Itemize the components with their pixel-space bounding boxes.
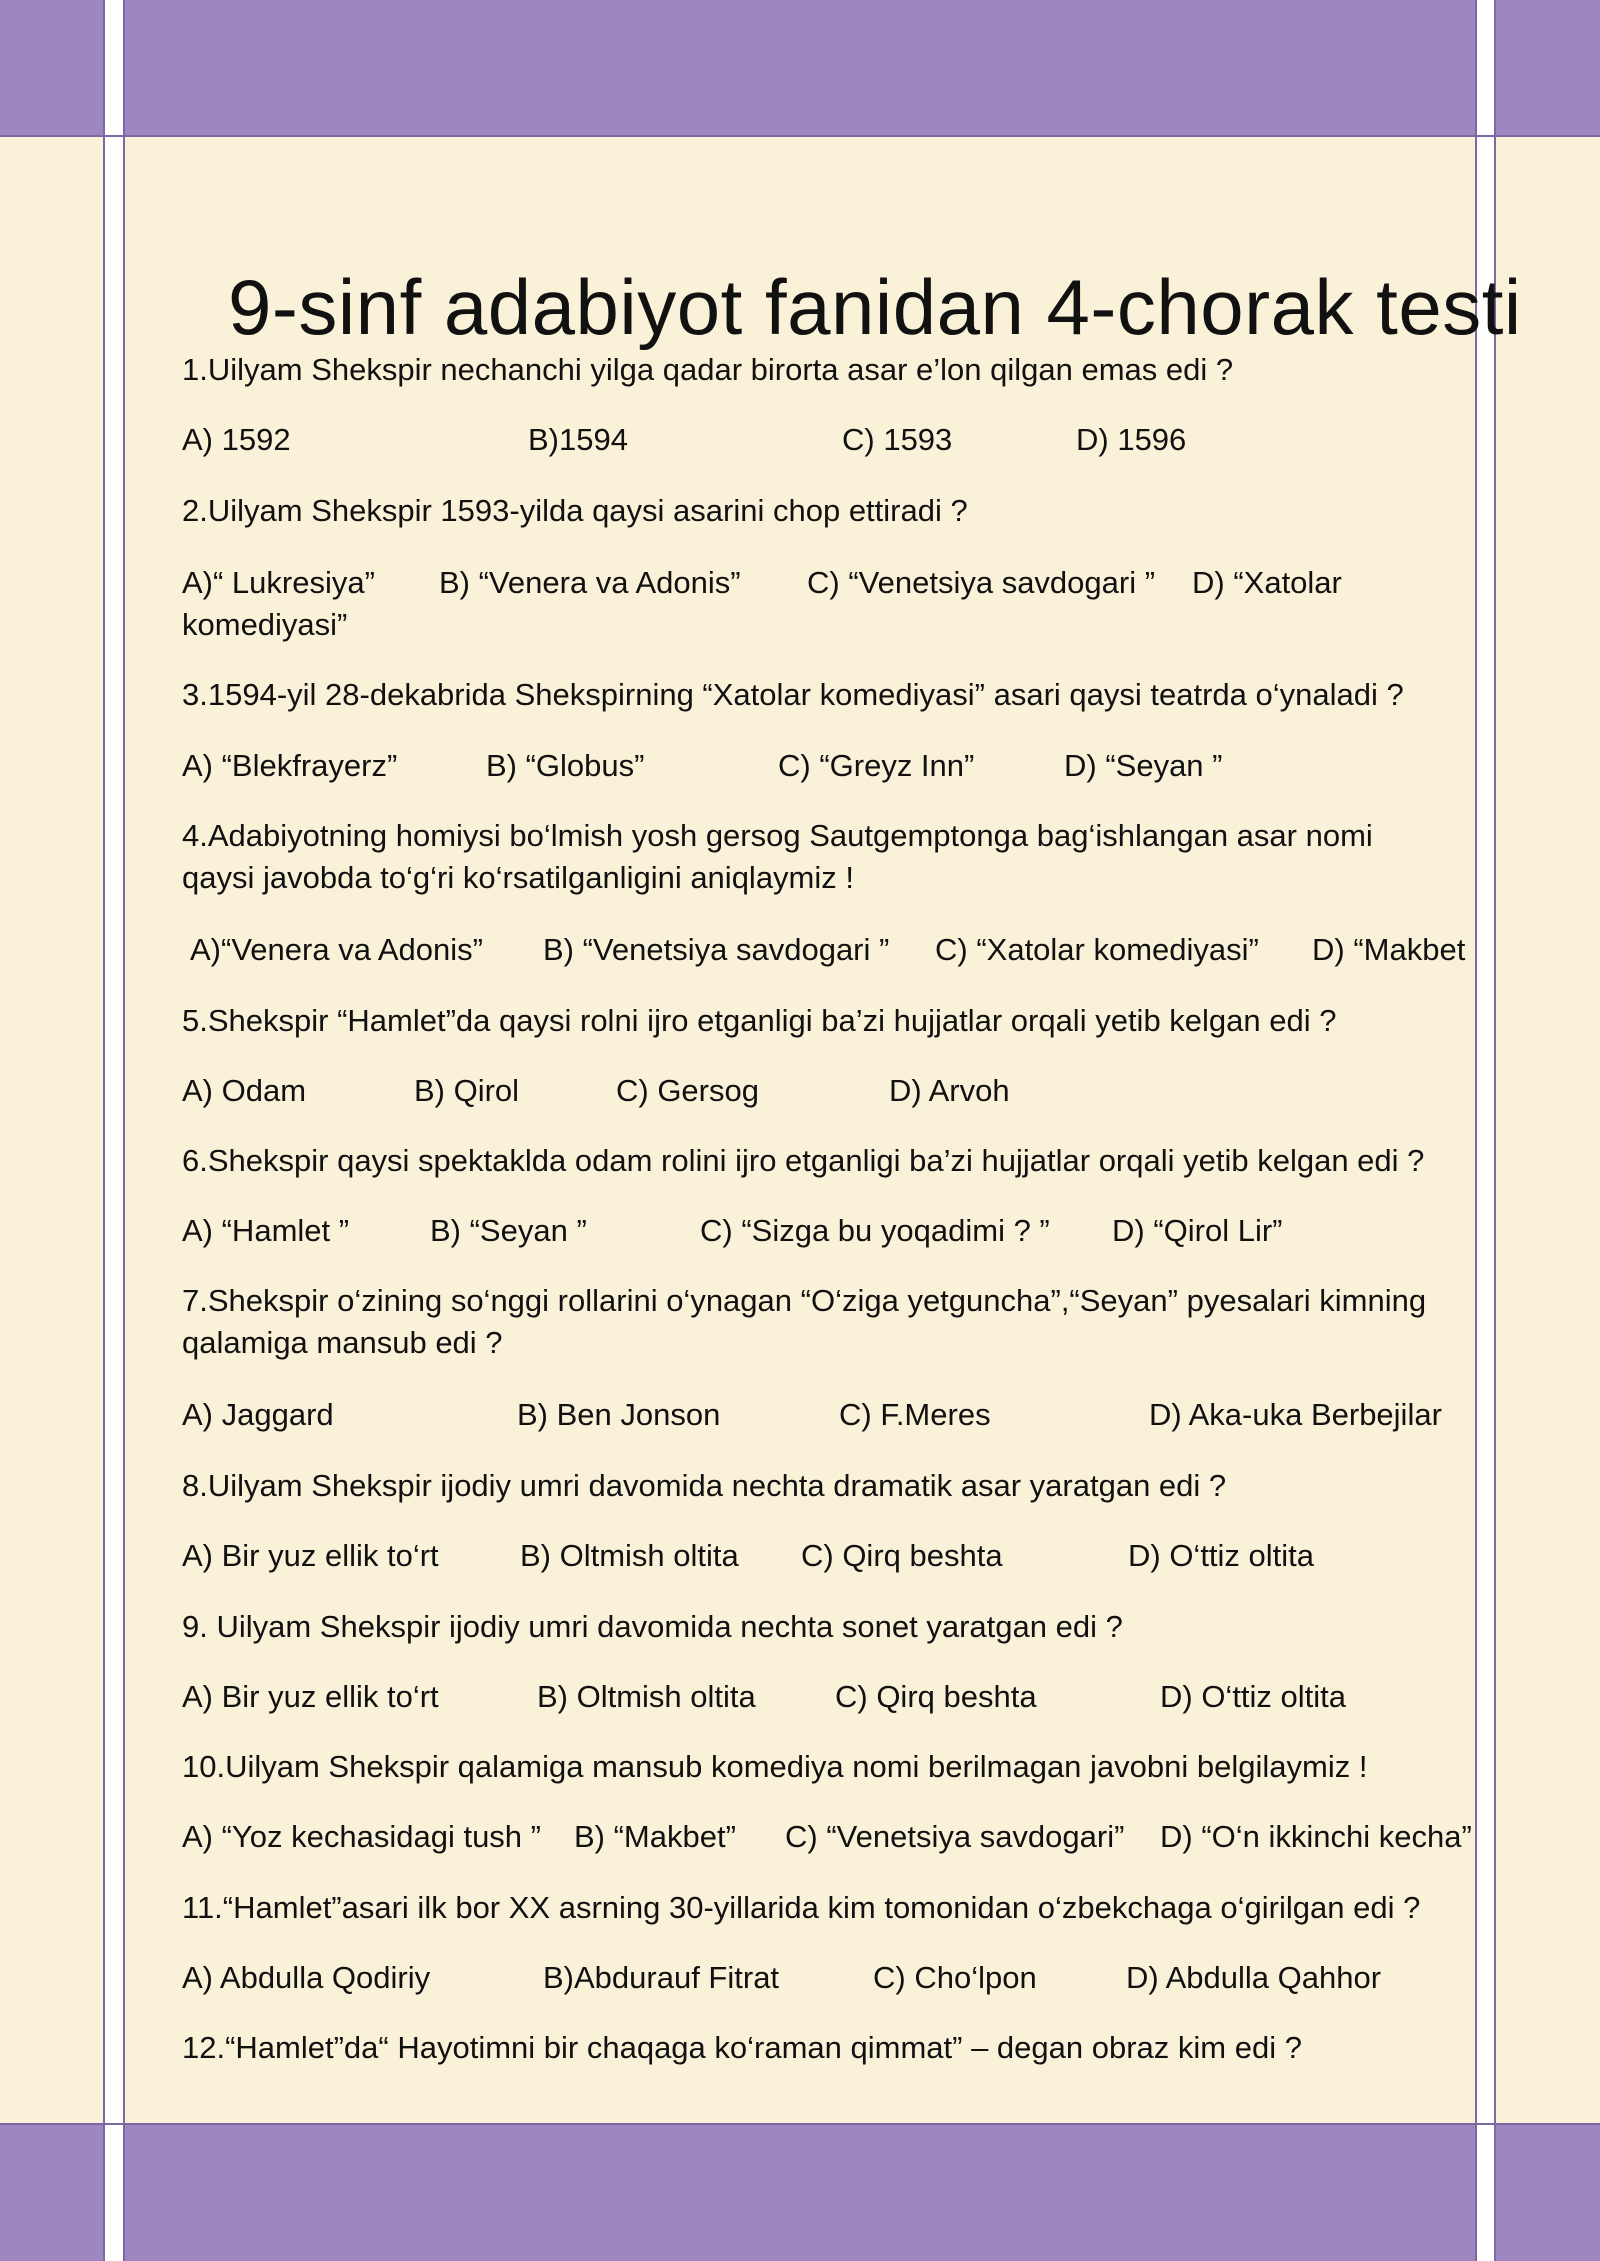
question-3-option-a: A) “Blekfrayerz” <box>182 748 398 783</box>
question-7-option-b: B) Ben Jonson <box>517 1397 721 1432</box>
question-5-option-a: A) Odam <box>182 1073 307 1108</box>
frame-line <box>103 0 105 2261</box>
bottom-band-right <box>1496 2124 1600 2261</box>
question-7-option-d: D) Aka-uka Berbejilar <box>1149 1397 1442 1432</box>
question-3-option-c: C) “Greyz Inn” <box>778 748 975 783</box>
question-4-text: 4.Adabiyotning homiysi bo‘lmish yosh gersog Sautgemptonga bag‘ishlangan asar nomi <box>182 818 1373 853</box>
question-1-option-b: B)1594 <box>528 422 628 457</box>
question-11-text: 11.“Hamlet”asari ilk bor XX asrning 30-yillarida kim tomonidan o‘zbekchaga o‘girilgan edi ? <box>182 1890 1421 1925</box>
question-3-text: 3.1594-yil 28-dekabrida Shekspirning “Xatolar komediyasi” asari qaysi teatrda o‘ynaladi ? <box>182 677 1404 712</box>
bottom-band-left <box>0 2124 103 2261</box>
question-11-option-c: C) Cho‘lpon <box>873 1960 1037 1995</box>
question-1-option-d: D) 1596 <box>1076 422 1187 457</box>
question-5-option-d: D) Arvoh <box>889 1073 1010 1108</box>
question-11-option-b: B)Abdurauf Fitrat <box>543 1960 780 1995</box>
question-8-text: 8.Uilyam Shekspir ijodiy umri davomida nechta dramatik asar yaratgan edi ? <box>182 1468 1227 1503</box>
question-2-option-a: A)“ Lukresiya” <box>182 565 375 600</box>
question-3-option-b: B) “Globus” <box>486 748 645 783</box>
question-1-option-c: C) 1593 <box>842 422 953 457</box>
question-11-option-a: A) Abdulla Qodiriy <box>182 1960 431 1995</box>
question-1-text: 1.Uilyam Shekspir nechanchi yilga qadar birorta asar e’lon qilgan emas edi ? <box>182 352 1234 387</box>
question-10-option-b: B) “Makbet” <box>574 1819 736 1854</box>
question-10-option-c: C) “Venetsiya savdogari” <box>785 1819 1125 1854</box>
question-2-option-d: D) “Xatolar <box>1192 565 1342 600</box>
question-1-option-a: A) 1592 <box>182 422 291 457</box>
question-10-option-a: A) “Yoz kechasidagi tush ” <box>182 1819 541 1854</box>
question-7-option-c: C) F.Meres <box>839 1397 991 1432</box>
frame-line <box>123 0 125 2261</box>
question-6-option-b: B) “Seyan ” <box>430 1213 587 1248</box>
page-title: 9-sinf adabiyot fanidan 4-chorak testi <box>228 263 1522 351</box>
question-6-option-d: D) “Qirol Lir” <box>1112 1213 1283 1248</box>
frame-line <box>0 2123 1600 2125</box>
question-5-option-c: C) Gersog <box>616 1073 759 1108</box>
question-2-option-b: B) “Venera va Adonis” <box>439 565 741 600</box>
question-8-option-c: C) Qirq beshta <box>801 1538 1003 1573</box>
question-9-text: 9. Uilyam Shekspir ijodiy umri davomida nechta sonet yaratgan edi ? <box>182 1609 1123 1644</box>
question-2-option-d-continued: komediyasi” <box>182 607 348 642</box>
top-band-left <box>0 0 103 136</box>
question-9-option-a: A) Bir yuz ellik to‘rt <box>182 1679 439 1714</box>
bottom-band <box>125 2124 1475 2261</box>
question-4-option-d: D) “Makbet <box>1312 932 1466 967</box>
question-6-option-c: C) “Sizga bu yoqadimi ? ” <box>700 1213 1050 1248</box>
question-7-text-continued: qalamiga mansub edi ? <box>182 1325 503 1360</box>
question-10-option-d: D) “O‘n ikkinchi kecha” <box>1160 1819 1472 1854</box>
question-2-option-c: C) “Venetsiya savdogari ” <box>807 565 1156 600</box>
question-5-option-b: B) Qirol <box>414 1073 520 1108</box>
left-margin-strip <box>103 0 125 2261</box>
question-4-option-b: B) “Venetsiya savdogari ” <box>543 932 890 967</box>
question-4-option-c: C) “Xatolar komediyasi” <box>935 932 1259 967</box>
question-8-option-b: B) Oltmish oltita <box>520 1538 739 1573</box>
question-2-text: 2.Uilyam Shekspir 1593-yilda qaysi asarini chop ettiradi ? <box>182 493 968 528</box>
question-6-option-a: A) “Hamlet ” <box>182 1213 350 1248</box>
question-5-text: 5.Shekspir “Hamlet”da qaysi rolni ijro etganligi ba’zi hujjatlar orqali yetib kelgan edi ? <box>182 1003 1337 1038</box>
question-7-option-a: A) Jaggard <box>182 1397 334 1432</box>
question-11-option-d: D) Abdulla Qahhor <box>1126 1960 1382 1995</box>
question-7-text: 7.Shekspir o‘zining so‘nggi rollarini o‘ynagan “O‘ziga yetguncha”,“Seyan” pyesalari kimning <box>182 1283 1427 1318</box>
question-12-text: 12.“Hamlet”da“ Hayotimni bir chaqaga ko‘raman qimmat” – degan obraz kim edi ? <box>182 2030 1302 2065</box>
question-9-option-c: C) Qirq beshta <box>835 1679 1037 1714</box>
question-10-text: 10.Uilyam Shekspir qalamiga mansub komediya nomi berilmagan javobni belgilaymiz ! <box>182 1749 1368 1784</box>
question-4-text-continued: qaysi javobda to‘g‘ri ko‘rsatilganligini aniqlaymiz ! <box>182 860 854 895</box>
question-9-option-b: B) Oltmish oltita <box>537 1679 756 1714</box>
question-4-option-a: A)“Venera va Adonis” <box>190 932 483 967</box>
question-3-option-d: D) “Seyan ” <box>1064 748 1223 783</box>
top-band-right <box>1496 0 1600 136</box>
frame-line <box>0 135 1600 137</box>
question-8-option-d: D) O‘ttiz oltita <box>1128 1538 1315 1573</box>
question-8-option-a: A) Bir yuz ellik to‘rt <box>182 1538 439 1573</box>
question-9-option-d: D) O‘ttiz oltita <box>1160 1679 1347 1714</box>
top-band <box>125 0 1475 136</box>
question-6-text: 6.Shekspir qaysi spektakldа odam rolini ijro etganligi ba’zi hujjatlar orqali yetib kelgan edi ? <box>182 1143 1425 1178</box>
